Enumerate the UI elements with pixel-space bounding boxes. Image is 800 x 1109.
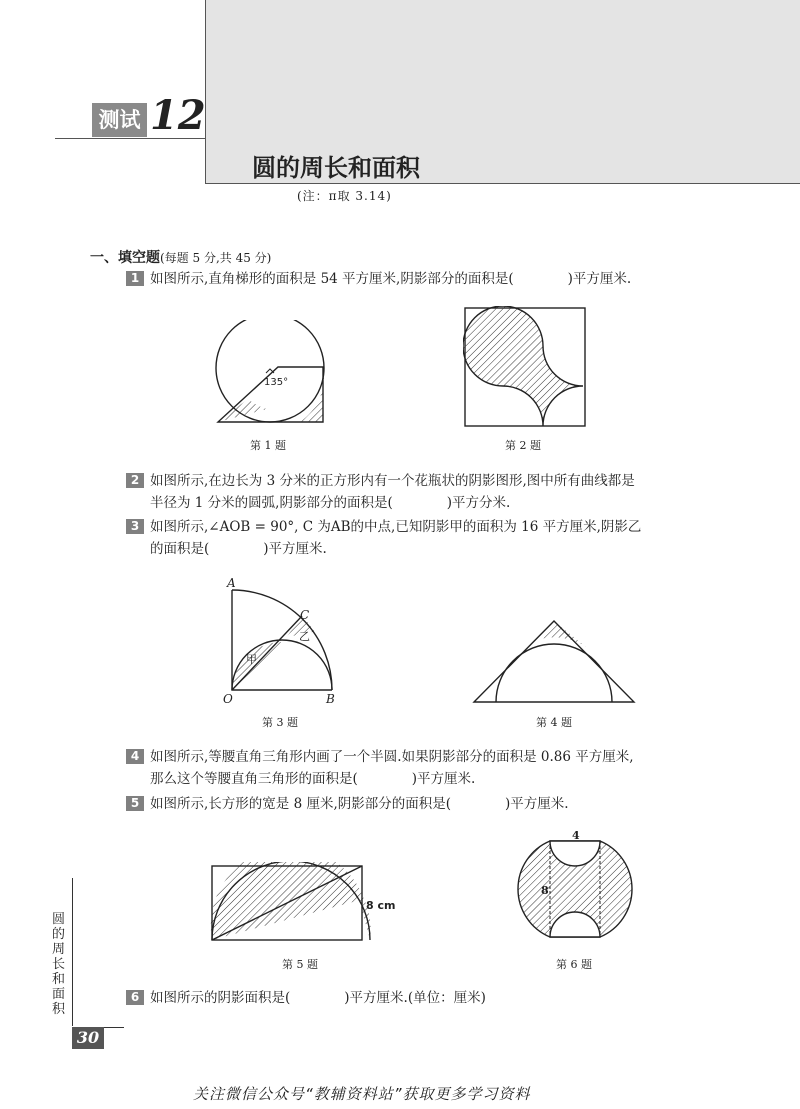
label-jia: 甲 <box>246 653 257 666</box>
question-1 <box>126 268 631 290</box>
question-text: 如图所示,在边长为 3 分米的正方形内有一个花瓶状的阴影图形,图中所有曲线都是 <box>150 473 635 489</box>
pi-note: (注：π取 3.14) <box>297 189 392 203</box>
question-text: 如图所示,等腰直角三角形内画了一个半圆.如果阴影部分的面积是 0.86 平方厘米, <box>150 749 634 765</box>
figure-1-caption: 第 1 题 <box>250 439 286 452</box>
figure-3-caption: 第 3 题 <box>262 716 298 729</box>
figure-2-caption: 第 2 题 <box>505 439 541 452</box>
semicircle <box>496 644 612 702</box>
question-6 <box>126 987 486 1009</box>
sidebar-chapter-title: 圆的周长和面积 <box>52 912 66 1017</box>
question-5 <box>126 793 569 815</box>
question-3-line-2: 的面积是( )平方厘米. <box>150 541 327 557</box>
figure-5-caption: 第 5 题 <box>282 958 318 971</box>
page-number: 30 <box>72 1027 104 1049</box>
angle-label: 135° <box>264 377 289 388</box>
segment-oc <box>232 616 302 690</box>
label-o: O <box>223 692 233 706</box>
label-b: B <box>326 692 335 706</box>
question-number: 6 <box>126 990 144 1005</box>
question-text: 如图所示,直角梯形的面积是 54 平方厘米,阴影部分的面积是( )平方厘米. <box>150 271 632 287</box>
test-number: 12 <box>150 92 206 139</box>
figure-5 <box>208 862 403 944</box>
question-number: 1 <box>126 271 144 286</box>
sidebar-rule <box>72 878 73 1026</box>
question-2 <box>126 470 635 492</box>
figure-4 <box>472 618 638 706</box>
shade-upper <box>211 862 364 940</box>
circle <box>216 320 324 422</box>
figure-2 <box>463 306 587 428</box>
shade-left <box>218 399 267 422</box>
question-number: 2 <box>126 473 144 488</box>
section-scoring: (每题 5 分,共 45 分) <box>160 251 272 265</box>
shade-right <box>300 367 324 422</box>
test-label: 测试 <box>92 103 147 137</box>
section-title <box>90 247 271 267</box>
section-title-text: 一、填空题 <box>90 250 160 266</box>
figure-3 <box>220 575 345 710</box>
question-2-line-2: 半径为 1 分米的圆弧,阴影部分的面积是( )平方分米. <box>150 495 511 511</box>
question-number: 3 <box>126 519 144 534</box>
figure-6 <box>500 830 650 946</box>
label-yi: 乙 <box>299 630 310 643</box>
width-label: 8 cm <box>366 899 396 912</box>
question-text: 如图所示的阴影面积是( )平方厘米.(单位：厘米) <box>150 990 486 1006</box>
label-a: A <box>227 576 236 590</box>
question-number: 5 <box>126 796 144 811</box>
question-text: 如图所示,∠AOB = 90°, C 为AB的中点,已知阴影甲的面积为 16 平方厘米,阴影乙 <box>150 519 642 535</box>
question-3 <box>126 516 641 538</box>
question-number: 4 <box>126 749 144 764</box>
page-title: 圆的周长和面积 <box>252 154 420 182</box>
side-label: 8 <box>541 884 549 897</box>
figure-1 <box>212 320 342 428</box>
top-label: 4 <box>572 830 580 842</box>
figure-4-caption: 第 4 题 <box>536 716 572 729</box>
footer-note: 关注微信公众号“教辅资料站”获取更多学习资料 <box>193 1085 531 1103</box>
label-c: C <box>300 608 310 622</box>
question-text: 如图所示,长方形的宽是 8 厘米,阴影部分的面积是( )平方厘米. <box>150 796 569 812</box>
question-4 <box>126 746 634 768</box>
page-rule <box>104 1027 124 1028</box>
figure-6-caption: 第 6 题 <box>556 958 592 971</box>
question-4-line-2: 那么这个等腰直角三角形的面积是( )平方厘米. <box>150 771 476 787</box>
